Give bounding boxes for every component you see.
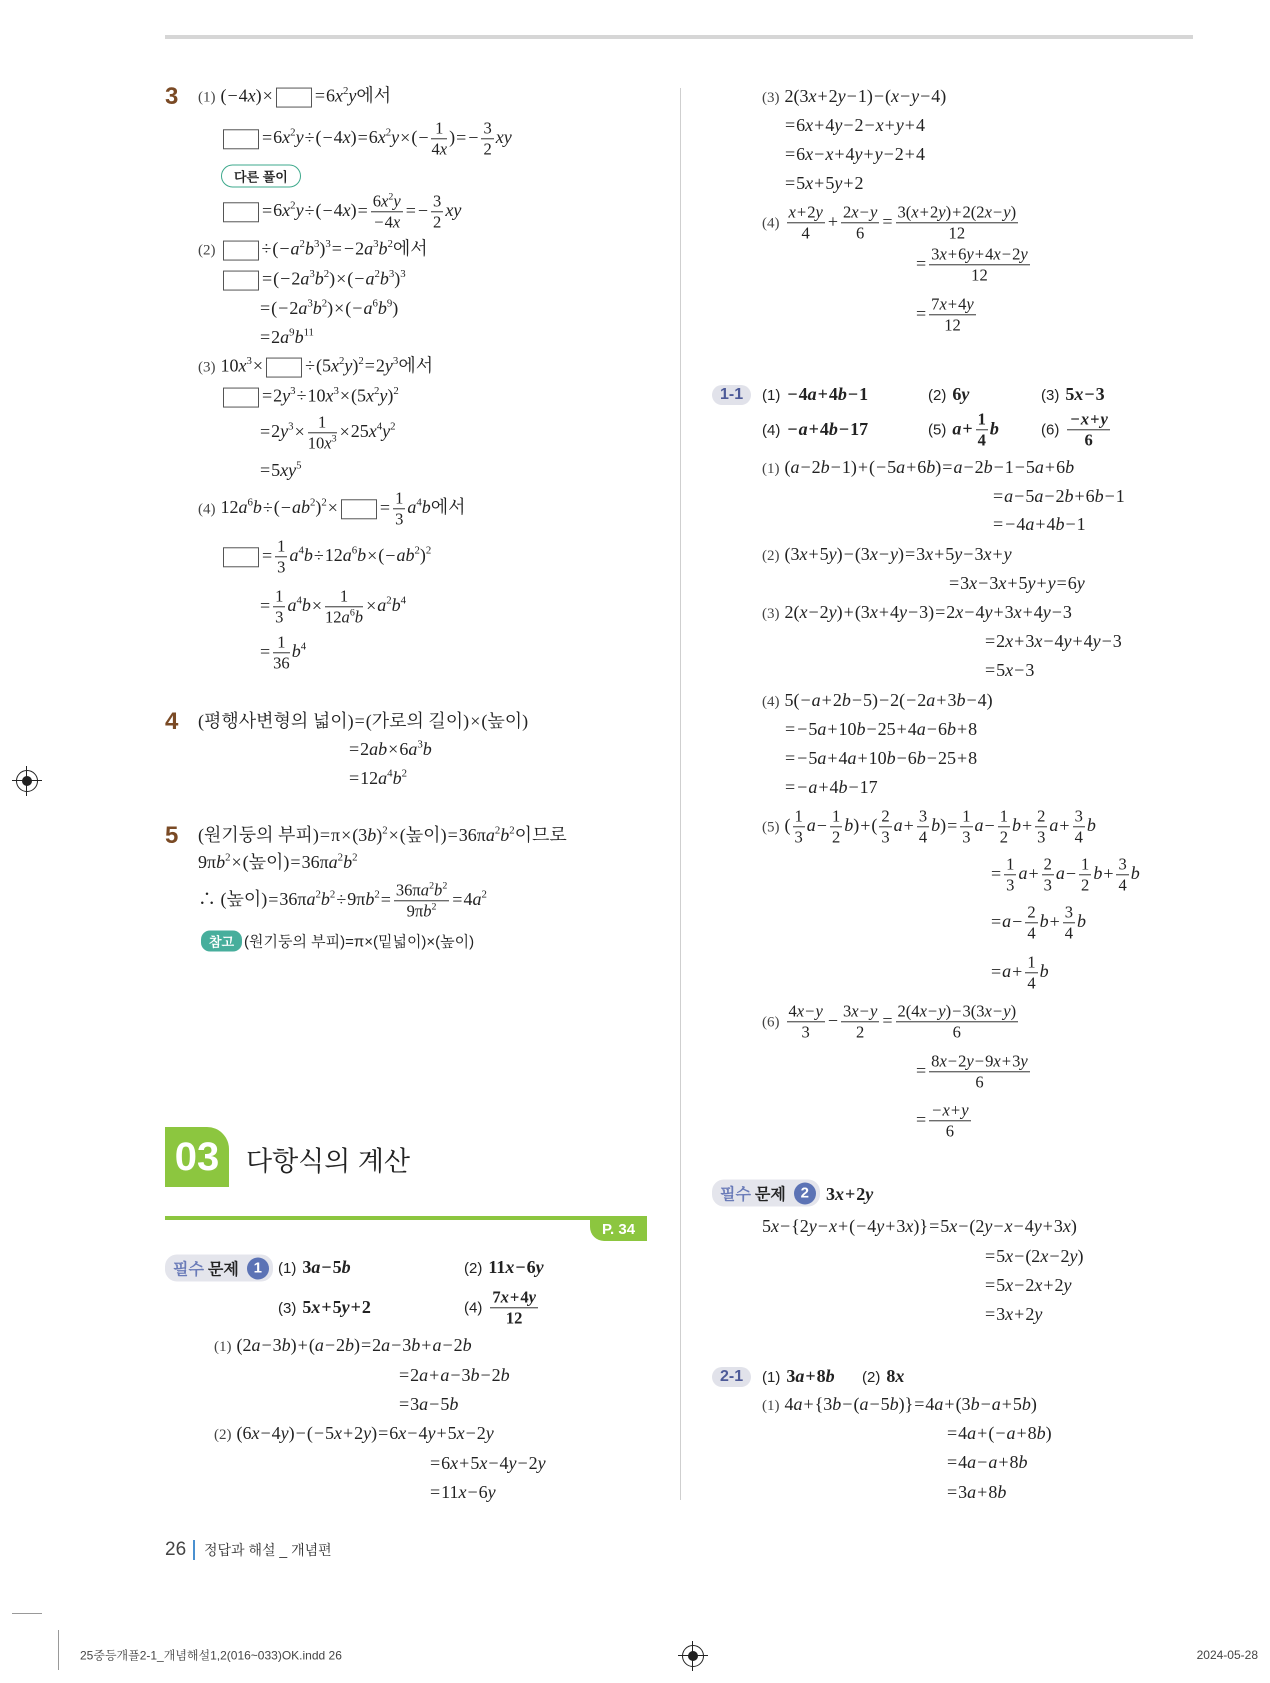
item-label: (4) bbox=[762, 694, 780, 711]
solution-line: (6) $\frac{4x-y}{3}$ − $\frac{3x-y}{2}$ = $\frac{2(4x-y)-3(3x-y)}{6}$ bbox=[762, 1001, 1017, 1042]
answer-label: (5) bbox=[928, 421, 947, 439]
solution-line: ∴ (높이)$=36\pi a^2b^2\div 9\pi b^2=$ $\frac{36\pi a^2b^2}{9\pi b^2}$ $=4a^2$ bbox=[198, 880, 487, 921]
solution-line: = $\frac{1}{36}$ $b^4$ bbox=[260, 632, 307, 673]
solution-line: (5) ( $\frac{1}{3}$ a− $\frac{1}{2}$ b)+( $\frac{2}{3}$ a+ $\frac{3}{4}$ b)= $\frac{1}{3}$ a− $\frac{1}{2}$ b+ $\frac{2}{3}$ a+ $\frac{3}{4}$ b bbox=[762, 806, 1096, 847]
fraction: $\frac{2}{3}$ bbox=[1037, 806, 1046, 847]
answer-value: −a+4b−17 bbox=[787, 419, 869, 440]
solution-line: $9\pi b^2\times$(높이)$=36\pi a^2b^2$ bbox=[198, 851, 358, 873]
item-label: (4) bbox=[198, 501, 216, 518]
item-label: (6) bbox=[762, 1014, 780, 1031]
answer-item bbox=[928, 385, 969, 405]
badge-word: 필수 bbox=[720, 1186, 751, 1204]
answer-item bbox=[1041, 385, 1105, 405]
solution-line: (2) (6x−4y)−(−5x+2y)=6x−4y+5x−2y bbox=[214, 1423, 494, 1444]
solution-line: $=12a^4b^2$ bbox=[349, 767, 407, 789]
solution-line: (1) $(-4x)\times =6x^2y$에서 bbox=[198, 85, 392, 106]
item-label: (4) bbox=[762, 215, 780, 232]
fraction: $\frac{1}{36}$ bbox=[273, 632, 290, 673]
solution-line: = −5a+4a+10b−6b−25+8 bbox=[785, 748, 978, 769]
answer-value: 6y bbox=[952, 384, 970, 405]
solution-line: =6x+4y−2−x+y+4 bbox=[785, 115, 925, 136]
blank-box bbox=[266, 357, 302, 377]
answer-item bbox=[762, 385, 868, 405]
fraction: $\frac{3}{4}$ bbox=[1074, 806, 1083, 847]
solution-line: (1) (2a−3b)+(a−2b)=2a−3b+a−2b bbox=[214, 1335, 472, 1356]
item-label: (3) bbox=[198, 359, 216, 376]
answer-label: (3) bbox=[278, 1300, 297, 1318]
answer-value: a+ $\frac{1}{4}$ b bbox=[952, 409, 999, 450]
answer-label: (2) bbox=[862, 1369, 881, 1387]
problem-number: 4 bbox=[165, 708, 179, 735]
required-problem-badge bbox=[712, 1180, 820, 1207]
solution-line: =a− $\frac{2}{4}$ b+ $\frac{3}{4}$ b bbox=[991, 902, 1087, 943]
solution-line: = −a+4b−17 bbox=[785, 777, 878, 798]
answer-item bbox=[464, 1258, 544, 1278]
badge-word: 문제 bbox=[754, 1186, 786, 1204]
answer-label: (2) bbox=[464, 1260, 483, 1278]
solution-line: =3a+8b bbox=[947, 1482, 1007, 1503]
item-label: (3) bbox=[762, 90, 780, 107]
solution-line: = $\frac{-x+y}{6}$ bbox=[916, 1100, 969, 1141]
solution-line: $=2a^9b^{11}$ bbox=[260, 326, 314, 348]
crop-mark bbox=[58, 1630, 59, 1670]
required-problem-badge bbox=[165, 1255, 273, 1282]
answer-value: 8x bbox=[886, 1366, 905, 1387]
page-reference: P. 34 bbox=[590, 1219, 647, 1241]
fraction: $\frac{1}{3}$ bbox=[962, 806, 971, 847]
solution-line: = $\frac{8x-2y-9x+3y}{6}$ bbox=[916, 1051, 1028, 1092]
answer-item bbox=[762, 420, 868, 440]
crop-mark bbox=[12, 1613, 42, 1614]
print-slug-date: 2024-05-28 bbox=[1196, 1648, 1258, 1662]
fraction: $\frac{1}{3}$ bbox=[277, 536, 286, 577]
fraction: $\frac{3}{4}$ bbox=[1118, 854, 1127, 895]
solution-line: =5x−(2x−2y) bbox=[985, 1246, 1084, 1267]
exercise-tag: 2-1 bbox=[712, 1367, 751, 1387]
solution-line: =a+ $\frac{1}{4}$ b bbox=[991, 952, 1049, 993]
item-label: (2) bbox=[214, 1427, 232, 1444]
fraction: $\frac{3}{2}$ bbox=[433, 191, 442, 232]
answer-value: 5x+5y+2 bbox=[302, 1297, 371, 1318]
section-rule bbox=[165, 1216, 647, 1220]
fraction: $\frac{1}{10x^3}$ bbox=[307, 412, 337, 453]
fraction: $\frac{-x+y}{6}$ bbox=[1067, 410, 1110, 449]
fraction: $\frac{1}{2}$ bbox=[1081, 854, 1090, 895]
solution-line: (1) (a−2b−1)+(−5a+6b)=a−2b−1−5a+6b bbox=[762, 457, 1075, 478]
fraction: $\frac{1}{3}$ bbox=[395, 488, 404, 529]
print-slug-file: 25중등개플2-1_개념해설1,2(016~033)OK.indd 26 bbox=[80, 1648, 342, 1663]
solution-line: =6x+5x−4y−2y bbox=[430, 1453, 546, 1474]
blank-box bbox=[223, 547, 259, 567]
problem-number: 5 bbox=[165, 822, 179, 849]
solution-line: (3) $10x^3\times \div(5x^2y)^2=2y^3$에서 bbox=[198, 355, 434, 376]
answer-label: (6) bbox=[1041, 421, 1060, 439]
solution-line: $=(-2a^3b^2)\times(-a^2b^3)^3$ bbox=[221, 270, 406, 291]
blank-box bbox=[223, 202, 259, 222]
exercise-tag: 1-1 bbox=[712, 385, 751, 405]
registration-mark-icon bbox=[682, 1645, 704, 1667]
item-label: (5) bbox=[762, 819, 780, 836]
blank-box bbox=[223, 129, 259, 149]
item-label: (2) bbox=[762, 548, 780, 565]
answer-item bbox=[928, 410, 999, 449]
solution-line: =5x+5y+2 bbox=[785, 173, 864, 194]
top-rule bbox=[165, 35, 1193, 39]
fraction: $\frac{3}{4}$ bbox=[1064, 902, 1074, 943]
answer-value bbox=[1065, 409, 1112, 450]
solution-line: =2x+3x−4y+4y−3 bbox=[985, 631, 1122, 652]
solution-line: =2a+a−3b−2b bbox=[399, 1365, 510, 1386]
note-text: (원기둥의 부피)=π×(밑넓이)×(높이) bbox=[244, 933, 475, 951]
solution-line: $=5xy^5$ bbox=[260, 459, 302, 481]
page-number: 26 bbox=[165, 1539, 187, 1560]
solution-line: $=2y^3\div 10x^3\times(5x^2y)^2$ bbox=[221, 387, 399, 408]
fraction: $\frac{4x-y}{3}$ bbox=[788, 1001, 823, 1042]
item-label: (2) bbox=[198, 242, 216, 259]
item-label: (1) bbox=[214, 1339, 232, 1356]
registration-mark-icon bbox=[16, 770, 38, 792]
fraction: $\frac{1}{3}$ bbox=[1006, 854, 1015, 895]
fraction: $\frac{36\pi a^2b^2}{9\pi b^2}$ bbox=[395, 880, 448, 921]
solution-line: (1) 4a+{3b−(a−5b)}=4a+(3b−a+5b) bbox=[762, 1394, 1037, 1415]
item-label: (1) bbox=[762, 461, 780, 478]
fraction: $\frac{1}{4x}$ bbox=[431, 118, 448, 159]
answer-value: 5x−3 bbox=[1065, 384, 1105, 405]
answer-label: (3) bbox=[1041, 387, 1060, 405]
answer-item bbox=[278, 1258, 351, 1278]
solution-line: =a−5a−2b+6b−1 bbox=[993, 486, 1125, 507]
fraction: $\frac{2}{4}$ bbox=[1027, 902, 1036, 943]
fraction: $\frac{3}{2}$ bbox=[483, 118, 492, 159]
solution-line: (3) 2(x−2y)+(3x+4y−3)=2x−4y+3x+4y−3 bbox=[762, 602, 1072, 623]
item-label: (3) bbox=[762, 606, 780, 623]
answer-item bbox=[1041, 410, 1112, 449]
problem-number: 3 bbox=[165, 83, 179, 110]
answer-value: 11x−6y bbox=[488, 1257, 544, 1278]
fraction: $\frac{1}{4}$ bbox=[977, 409, 986, 450]
answer-label: (1) bbox=[762, 387, 781, 405]
solution-line: $(2) \div(-a^2b^3)^3= -2a^3b^2$에서 bbox=[198, 238, 428, 259]
solution-line: =3a−5b bbox=[399, 1394, 459, 1415]
answer-item bbox=[862, 1367, 904, 1387]
blank-box bbox=[223, 270, 259, 290]
section-number: 03 bbox=[165, 1127, 229, 1187]
item-label: (1) bbox=[198, 89, 216, 106]
fraction: $\frac{3x-y}{2}$ bbox=[843, 1001, 878, 1042]
badge-number: 1 bbox=[247, 1257, 269, 1279]
badge-number: 2 bbox=[794, 1182, 816, 1204]
note-badge: 참고 bbox=[201, 931, 242, 952]
solution-line: = $\frac{1}{3}$ a+ $\frac{2}{3}$ a− $\frac{1}{2}$ b+ $\frac{3}{4}$ b bbox=[991, 854, 1140, 895]
fraction: $\frac{1}{2}$ bbox=[831, 806, 841, 847]
fraction: $\frac{2}{3}$ bbox=[1043, 854, 1052, 895]
answer-item bbox=[762, 1367, 835, 1387]
fraction: $\frac{7x+4y}{12}$ bbox=[931, 294, 974, 335]
solution-line: (4) 5(−a+2b−5)−2(−2a+3b−4) bbox=[762, 690, 993, 711]
section-title: 다항식의 계산 bbox=[246, 1146, 410, 1177]
solution-line: =4a−a+8b bbox=[947, 1452, 1028, 1473]
solution-line: = $\frac{3x+6y+4x-2y}{12}$ bbox=[916, 244, 1028, 285]
solution-line: =6x−x+4y+y−2+4 bbox=[785, 144, 925, 165]
fraction: $\frac{3x+6y+4x-2y}{12}$ bbox=[931, 244, 1028, 285]
fraction: $\frac{1}{4}$ bbox=[1027, 952, 1036, 993]
solution-line: (4) $12a^6b\div(-ab^2)^2\times$ = $\frac{1}{3}$ $a^4b$에서 bbox=[198, 488, 466, 529]
answer-item bbox=[464, 1288, 540, 1327]
solution-line: =5x−3 bbox=[985, 660, 1035, 681]
solution-line: =4a+(−a+8b) bbox=[947, 1423, 1052, 1444]
blank-box bbox=[223, 240, 259, 260]
solution-line: =11x−6y bbox=[430, 1482, 496, 1503]
solution-line: = −4a+4b−1 bbox=[993, 514, 1086, 535]
solution-line: = −5a+10b−25+4a−6b+8 bbox=[785, 719, 978, 740]
solution-line: (원기둥의 부피)$=\pi\times(3b)^2\times$(높이)$=36\pi a^2b^2$이므로 bbox=[198, 824, 567, 846]
answer-value: 3a−5b bbox=[302, 1257, 351, 1278]
solution-line: = $\frac{1}{3}$ $a^4b\div 12a^6b\times(-ab^2)^2$ bbox=[221, 537, 431, 576]
solution-line: =5x−2x+2y bbox=[985, 1275, 1072, 1296]
fraction: $\frac{x+2y}{4}$ bbox=[788, 202, 823, 243]
fraction: $\frac{1}{3}$ bbox=[794, 806, 803, 847]
fraction: $\frac{1}{3}$ bbox=[275, 586, 284, 627]
solution-line: $=2y^3\times$ $\frac{1}{10x^3}$ $\times 25x^4y^2$ bbox=[260, 412, 396, 453]
solution-line: =3x−3x+5y+y=6y bbox=[949, 573, 1085, 594]
fraction: $\frac{6x^2y}{-4x}$ bbox=[372, 191, 401, 232]
answer-label: (1) bbox=[762, 1369, 781, 1387]
fraction: $\frac{-x+y}{6}$ bbox=[929, 1101, 970, 1140]
blank-box bbox=[223, 387, 259, 407]
fraction: $\frac{2(4x-y)-3(3x-y)}{6}$ bbox=[897, 1001, 1017, 1042]
book-section: 정답과 해설 _ 개념편 bbox=[204, 1542, 332, 1558]
answer-value: 3a+8b bbox=[786, 1366, 835, 1387]
fraction: $\frac{1}{2}$ bbox=[999, 806, 1008, 847]
solution-line: (4) $\frac{x+2y}{4}$ + $\frac{2x-y}{6}$ = $\frac{3(x+2y)+2(2x-y)}{12}$ bbox=[762, 202, 1017, 243]
solution-line: 5x−{2y−x+(−4y+3x)}=5x−(2y−x−4y+3x) bbox=[762, 1216, 1077, 1237]
solution-line: (평행사변형의 넓이)=(가로의 길이)×(높이) bbox=[198, 711, 529, 732]
fraction: $\frac{2}{3}$ bbox=[881, 806, 890, 847]
solution-line: = $\frac{1}{3}$ $a^4b\times$ $\frac{1}{12a^6b}$ $\times a^2b^4$ bbox=[260, 586, 407, 627]
badge-word: 문제 bbox=[207, 1261, 239, 1279]
column-divider bbox=[680, 88, 681, 1500]
fraction: $\frac{3(x+2y)+2(2x-y)}{12}$ bbox=[897, 202, 1017, 243]
answer-item bbox=[278, 1298, 371, 1318]
answer-value: −4a+4b−1 bbox=[787, 384, 869, 405]
fraction: $\frac{1}{12a^6b}$ bbox=[325, 586, 364, 627]
solution-line: = $\frac{7x+4y}{12}$ bbox=[916, 294, 974, 335]
solution-line: $=(-2a^3b^2)\times(-a^6b^9)$ bbox=[260, 297, 399, 319]
solution-line: $=6x^2y\div(-4x)=6x^2y\times(-$ $\frac{1}{4x}$ )= − $\frac{3}{2}$ xy bbox=[221, 119, 512, 158]
solution-line: (2) (3x+5y)−(3x−y)=3x+5y−3x+y bbox=[762, 544, 1012, 565]
answer-value bbox=[488, 1287, 540, 1328]
fraction: $\frac{8x-2y-9x+3y}{6}$ bbox=[931, 1051, 1028, 1092]
badge-word: 필수 bbox=[173, 1261, 204, 1279]
blank-box bbox=[341, 499, 377, 519]
blank-box bbox=[276, 87, 312, 107]
answer-label: (4) bbox=[762, 422, 781, 440]
solution-line: $=2ab\times 6a^3b$ bbox=[349, 738, 432, 760]
solution-line: $=6x^2y\div(-4x)=$ $\frac{6x^2y}{-4x}$ = − $\frac{3}{2}$ xy bbox=[221, 192, 461, 231]
fraction: $\frac{2x-y}{6}$ bbox=[843, 202, 878, 243]
item-label: (1) bbox=[762, 1398, 780, 1415]
alternative-solution-badge: 다른 풀이 bbox=[221, 165, 301, 188]
solution-line: =3x+2y bbox=[985, 1304, 1043, 1325]
answer-value: 3x+2y bbox=[826, 1184, 874, 1205]
answer-label: (4) bbox=[464, 1299, 483, 1317]
fraction: $\frac{7x+4y}{12}$ bbox=[492, 1287, 536, 1328]
fraction: $\frac{3}{4}$ bbox=[918, 806, 928, 847]
footer-divider bbox=[193, 1540, 195, 1560]
answer-label: (1) bbox=[278, 1260, 297, 1278]
solution-line: (3) 2(3x+2y−1)−(x−y−4) bbox=[762, 86, 947, 107]
answer-label: (2) bbox=[928, 387, 947, 405]
